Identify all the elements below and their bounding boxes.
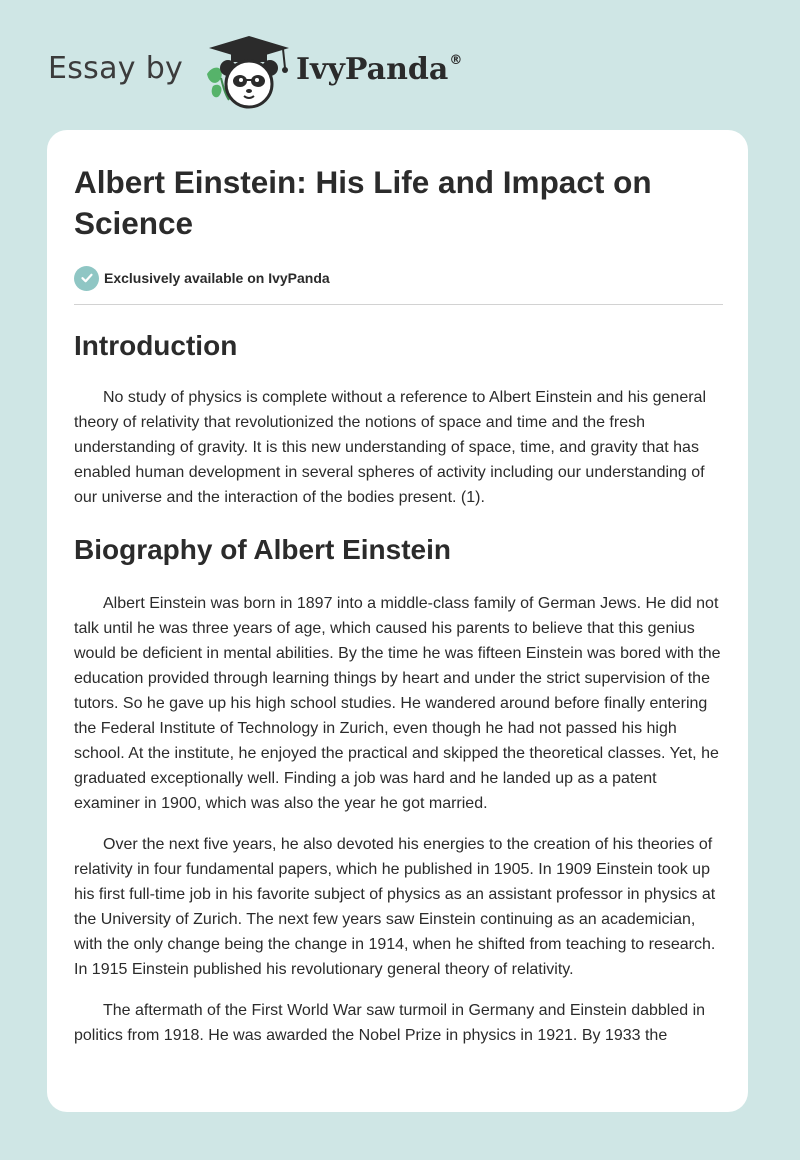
exclusive-badge-label: Exclusively available on IvyPanda [104,270,330,286]
panda-logo-icon [203,34,295,110]
brand-header [48,34,488,110]
essay-card [47,130,748,1112]
paragraph: The aftermath of the First World War saw turmoil in Germany and Einstein dabbled in politics from 1918. He was awarded the Nobel Prize in physics in 1921. By 1933 the [74,1002,706,1044]
paragraph: Over the next five years, he also devoted his energies to the creation of his theories of relativity in four fundamental papers, which he published in 1905. In 1909 Einstein took up his first full-time job in his favorite subject of physics as an assistant professor in physics at the University of Zurich. The next few years saw Einstein continuing as an academician, with the only change being the change in 1914, when he shifted from teaching to research. In 1915 Einstein published his revolutionary general theory of relativity. [74,836,716,978]
paragraph: No study of physics is complete without a reference to Albert Einstein and his general theory of relativity that revolutionized the notions of space and time and the fresh understanding of gravity. It is this new understanding of space, time, and gravity that has enabled human development in several spheres of activity including our understanding of our universe and the interaction of the bodies present. (1). [74,389,706,506]
section-heading: Biography of Albert Einstein [74,534,451,565]
brand-name: IvyPanda® [296,52,463,87]
essay-content [74,162,723,1048]
section-heading: Introduction [74,330,238,361]
section-introduction [74,328,723,510]
divider [74,304,723,305]
paragraph: Albert Einstein was born in 1897 into a middle-class family of German Jews. He did not talk until he was three years of age, which caused his parents to believe that this genius would be deficient in mental abilities. By the time he was fifteen Einstein was bored with the education provided through learning things by heart and under the strict supervision of the tutors. So he gave up his high school studies. He wandered around before finally entering the Federal Institute of Technology in Zurich, even though he had not passed his high school. At the institute, he enjoyed the practical and skipped the theoretical classes. Yet, he graduated exceptionally well. Finding a job was hard and he landed up as a patent examiner in 1900, which was also the year he got married. [74,595,721,812]
essay-title: Albert Einstein: His Life and Impact on Science [74,164,652,241]
section-biography [74,532,723,1048]
essay-by-label: Essay by [48,51,184,86]
exclusive-badge [74,265,723,291]
check-circle-icon [74,266,99,291]
